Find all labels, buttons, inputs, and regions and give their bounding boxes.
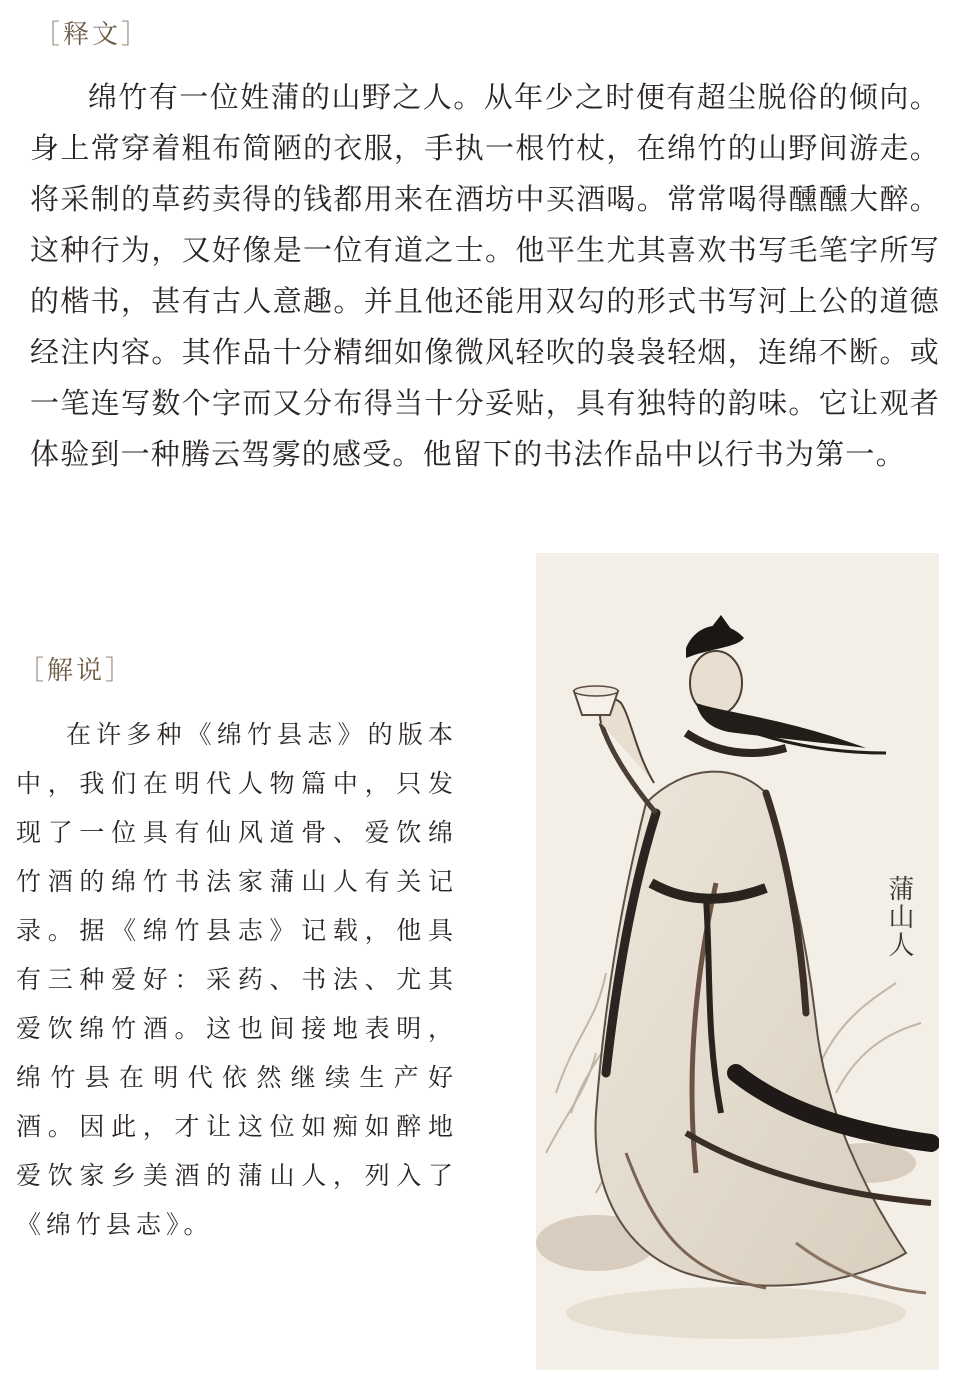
heading-bracket-open: ［ [34,20,64,50]
translation-heading-label: 释文 [63,20,122,50]
heading-bracket-close: ］ [121,20,151,50]
commentary-heading [18,650,134,687]
heading-bracket-close: ］ [105,656,135,686]
translation-heading [34,14,150,51]
commentary-paragraph: 在许多种《绵竹县志》的版本中，我们在明代人物篇中，只发现了一位具有仙风道骨、爱饮绵竹酒的绵竹书法家蒲山人有关记录。据《绵竹县志》记载，他具有三种爱好：采药、书法、尤其爱饮绵竹酒。这也间接地表明，绵竹县在明代依然继续生产好酒。因此，才让这位如痴如醉地爱饮家乡美酒的蒲山人，列入了《绵竹县志》。 [16,720,458,1239]
ink-painting-illustration [536,553,939,1370]
painting-caption: 蒲山人 [884,875,914,959]
heading-bracket-open: ［ [18,656,48,686]
ink-painting-figure [536,553,939,1370]
translation-paragraph: 绵竹有一位姓蒲的山野之人。从年少之时便有超尘脱俗的倾向。身上常穿着粗布简陋的衣服，手执一根竹杖，在绵竹的山野间游走。将采制的草药卖得的钱都用来在酒坊中买酒喝。常常喝得醺醺大醉。这种行为，又好像是一位有道之士。他平生尤其喜欢书写毛笔字所写的楷书，甚有古人意趣。并且他还能用双勾的形式书写河上公的道德经注内容。其作品十分精细如像微风轻吹的袅袅轻烟，连绵不断。或一笔连写数个字而又分布得当十分妥贴，具有独特的韵味。它让观者体验到一种腾云驾雾的感受。他留下的书法作品中以行书为第一。 [30,80,940,471]
commentary-heading-label: 解说 [47,656,106,686]
